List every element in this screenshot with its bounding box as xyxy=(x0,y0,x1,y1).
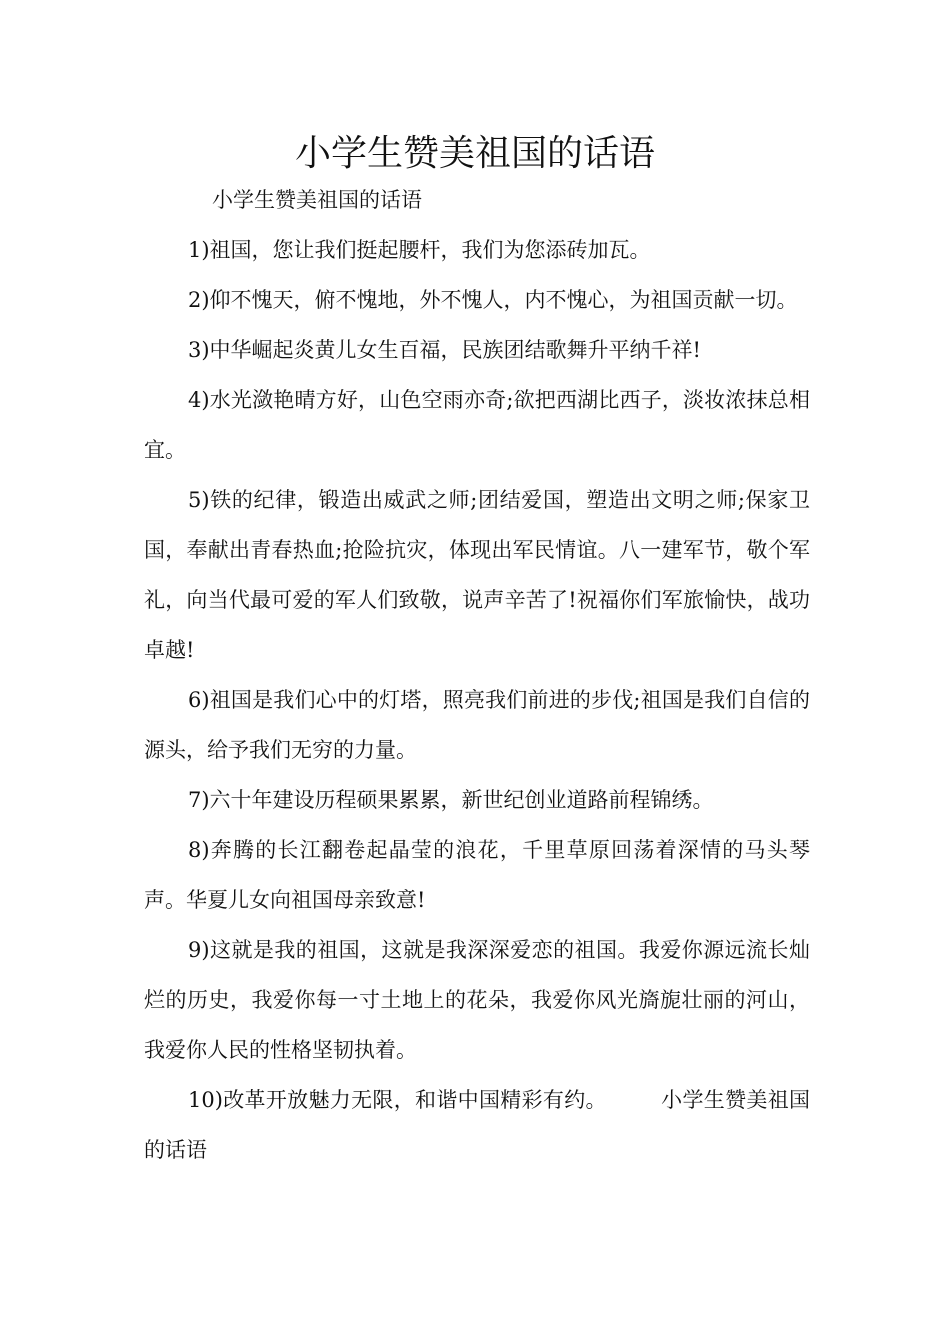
document-body xyxy=(144,175,810,1175)
trailing-title-text: 小学生赞美祖国的话语 xyxy=(144,1088,811,1162)
paragraph-4: 4)水光潋艳晴方好，山色空雨亦奇;欲把西湖比西子，淡妆浓抹总相宜。 xyxy=(144,388,810,462)
paragraph-9: 9)这就是我的祖国，这就是我深深爱恋的祖国。我爱你源远流长灿烂的历史，我爱你每一寸土地上的花朵，我爱你风光旖旎壮丽的河山，我爱你人民的性格坚韧执着。 xyxy=(144,938,810,1062)
paragraph-6: 6)祖国是我们心中的灯塔，照亮我们前进的步伐;祖国是我们自信的源头，给予我们无穷的力量。 xyxy=(144,688,810,762)
paragraph-5: 5)铁的纪律，锻造出威武之师;团结爱国，塑造出文明之师;保家卫国，奉献出青春热血;抢险抗灾，体现出军民情谊。八一建军节，敬个军礼，向当代最可爱的军人们致敬，说声辛苦了!祝福你们军旅愉快，战功卓越! xyxy=(144,488,810,662)
paragraph-8: 8)奔腾的长江翻卷起晶莹的浪花，千里草原回荡着深情的马头琴声。华夏儿女向祖国母亲致意! xyxy=(144,838,810,912)
document-subtitle: 小学生赞美祖国的话语 xyxy=(212,188,422,212)
paragraph-10-text: 10)改革开放魅力无限，和谐中国精彩有约。 xyxy=(188,1088,607,1112)
document-title: 小学生赞美祖国的话语 xyxy=(294,133,655,174)
paragraph-10 xyxy=(144,1075,810,1175)
paragraph-2: 2)仰不愧天，俯不愧地，外不愧人，内不愧心，为祖国贡献一切。 xyxy=(188,288,798,312)
paragraph-7: 7)六十年建设历程硕果累累，新世纪创业道路前程锦绣。 xyxy=(188,788,714,812)
paragraph-3: 3)中华崛起炎黄儿女生百福，民族团结歌舞升平纳千祥! xyxy=(188,338,701,362)
paragraph-1: 1)祖国，您让我们挺起腰杆，我们为您添砖加瓦。 xyxy=(188,238,651,262)
